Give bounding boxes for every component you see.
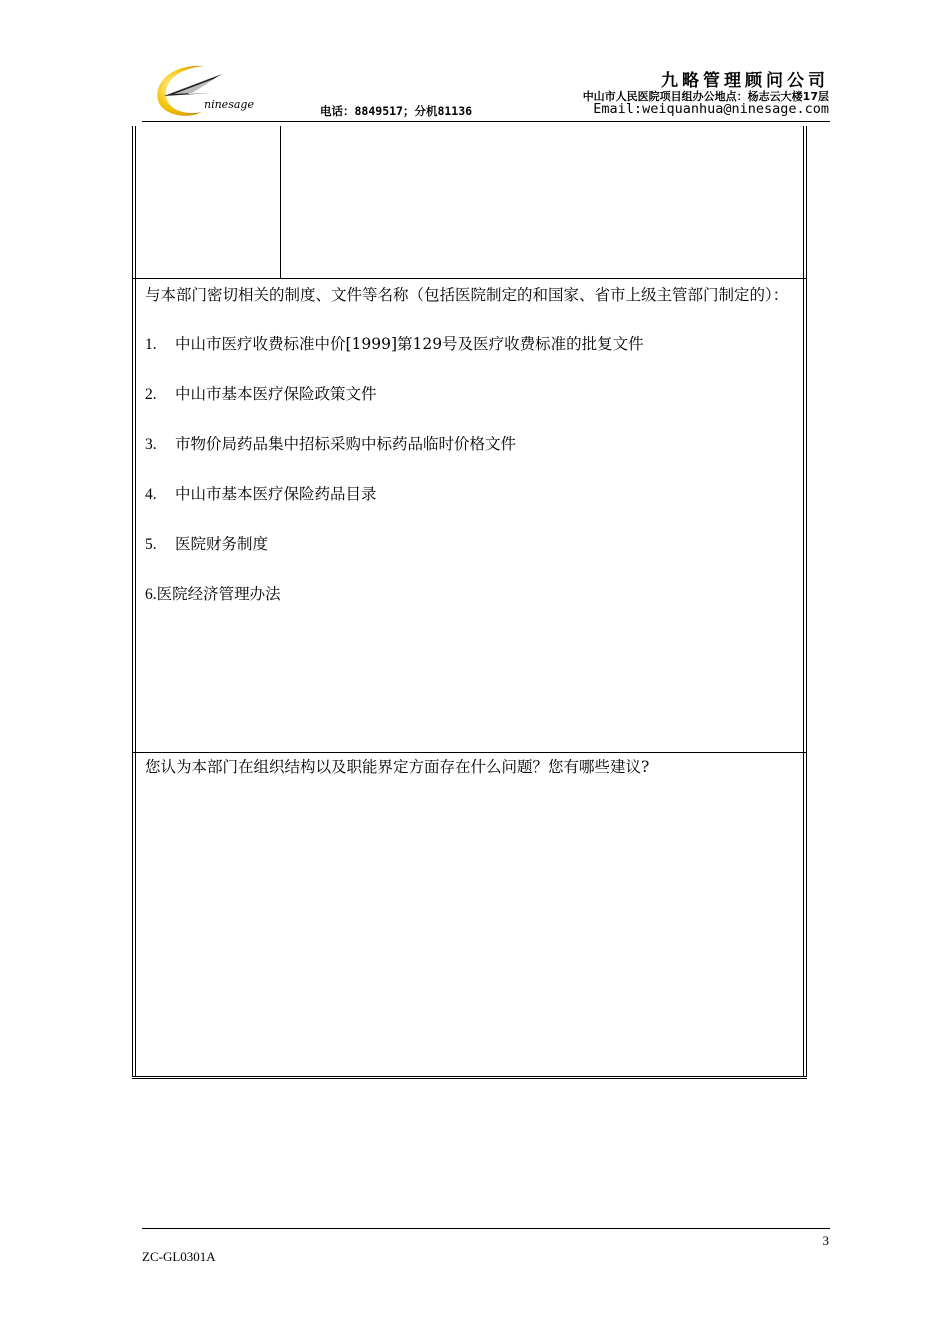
- document-list-item: [145, 532, 268, 554]
- document-list-item: [145, 582, 281, 604]
- item-text: 中山市基本医疗保险药品目录: [175, 485, 377, 503]
- logo-text: ninesage: [204, 98, 254, 111]
- table-border-left-outer: [132, 126, 133, 1077]
- phone-number: 电话：8849517；分机81136: [320, 104, 473, 118]
- item-number: 6.: [145, 586, 157, 603]
- company-name: 九略管理顾问公司: [661, 71, 829, 91]
- table-border-right-inner: [803, 126, 804, 1077]
- item-text: 市物价局药品集中招标采购中标药品临时价格文件: [175, 435, 517, 453]
- item-number: 1.: [145, 336, 157, 353]
- documents-section-title: 与本部门密切相关的制度、文件等名称（包括医院制定的和国家、省市上级主管部门制定的）：: [145, 286, 789, 304]
- item-text: 医院经济管理办法: [156, 585, 281, 603]
- document-list-item: [145, 332, 644, 354]
- table-border-bottom: [132, 1076, 807, 1077]
- table-border-bottom-double: [132, 1078, 807, 1079]
- item-number: 3.: [145, 436, 157, 453]
- table-row-divider: [132, 278, 807, 279]
- table-border-left-inner: [135, 126, 136, 1077]
- item-number: 2.: [145, 386, 157, 403]
- table-border-right-outer: [806, 126, 807, 1077]
- document-list-item: [145, 432, 516, 454]
- document-list-item: [145, 482, 377, 504]
- page-number: 3: [822, 1233, 829, 1248]
- item-text: 中山市医疗收费标准中价[1999]第129号及医疗收费标准的批复文件: [175, 335, 644, 353]
- email-address: Email:weiquanhua@ninesage.com: [593, 101, 829, 117]
- company-logo: [152, 60, 267, 122]
- organization-question: 您认为本部门在组织结构以及职能界定方面存在什么问题？您有哪些建议?: [145, 758, 650, 776]
- document-code: ZC-GL0301A: [142, 1249, 216, 1264]
- item-number: 4.: [145, 486, 157, 503]
- table-row-divider: [132, 752, 807, 753]
- item-text: 中山市基本医疗保险政策文件: [175, 385, 377, 403]
- header-divider: [142, 121, 830, 122]
- item-number: 5.: [145, 536, 157, 553]
- office-address: 中山市人民医院项目组办公地点：杨志云大楼17层: [582, 90, 829, 103]
- table-column-divider: [280, 126, 281, 279]
- footer-divider: [142, 1228, 830, 1229]
- document-list-item: [145, 382, 377, 404]
- item-text: 医院财务制度: [175, 535, 269, 553]
